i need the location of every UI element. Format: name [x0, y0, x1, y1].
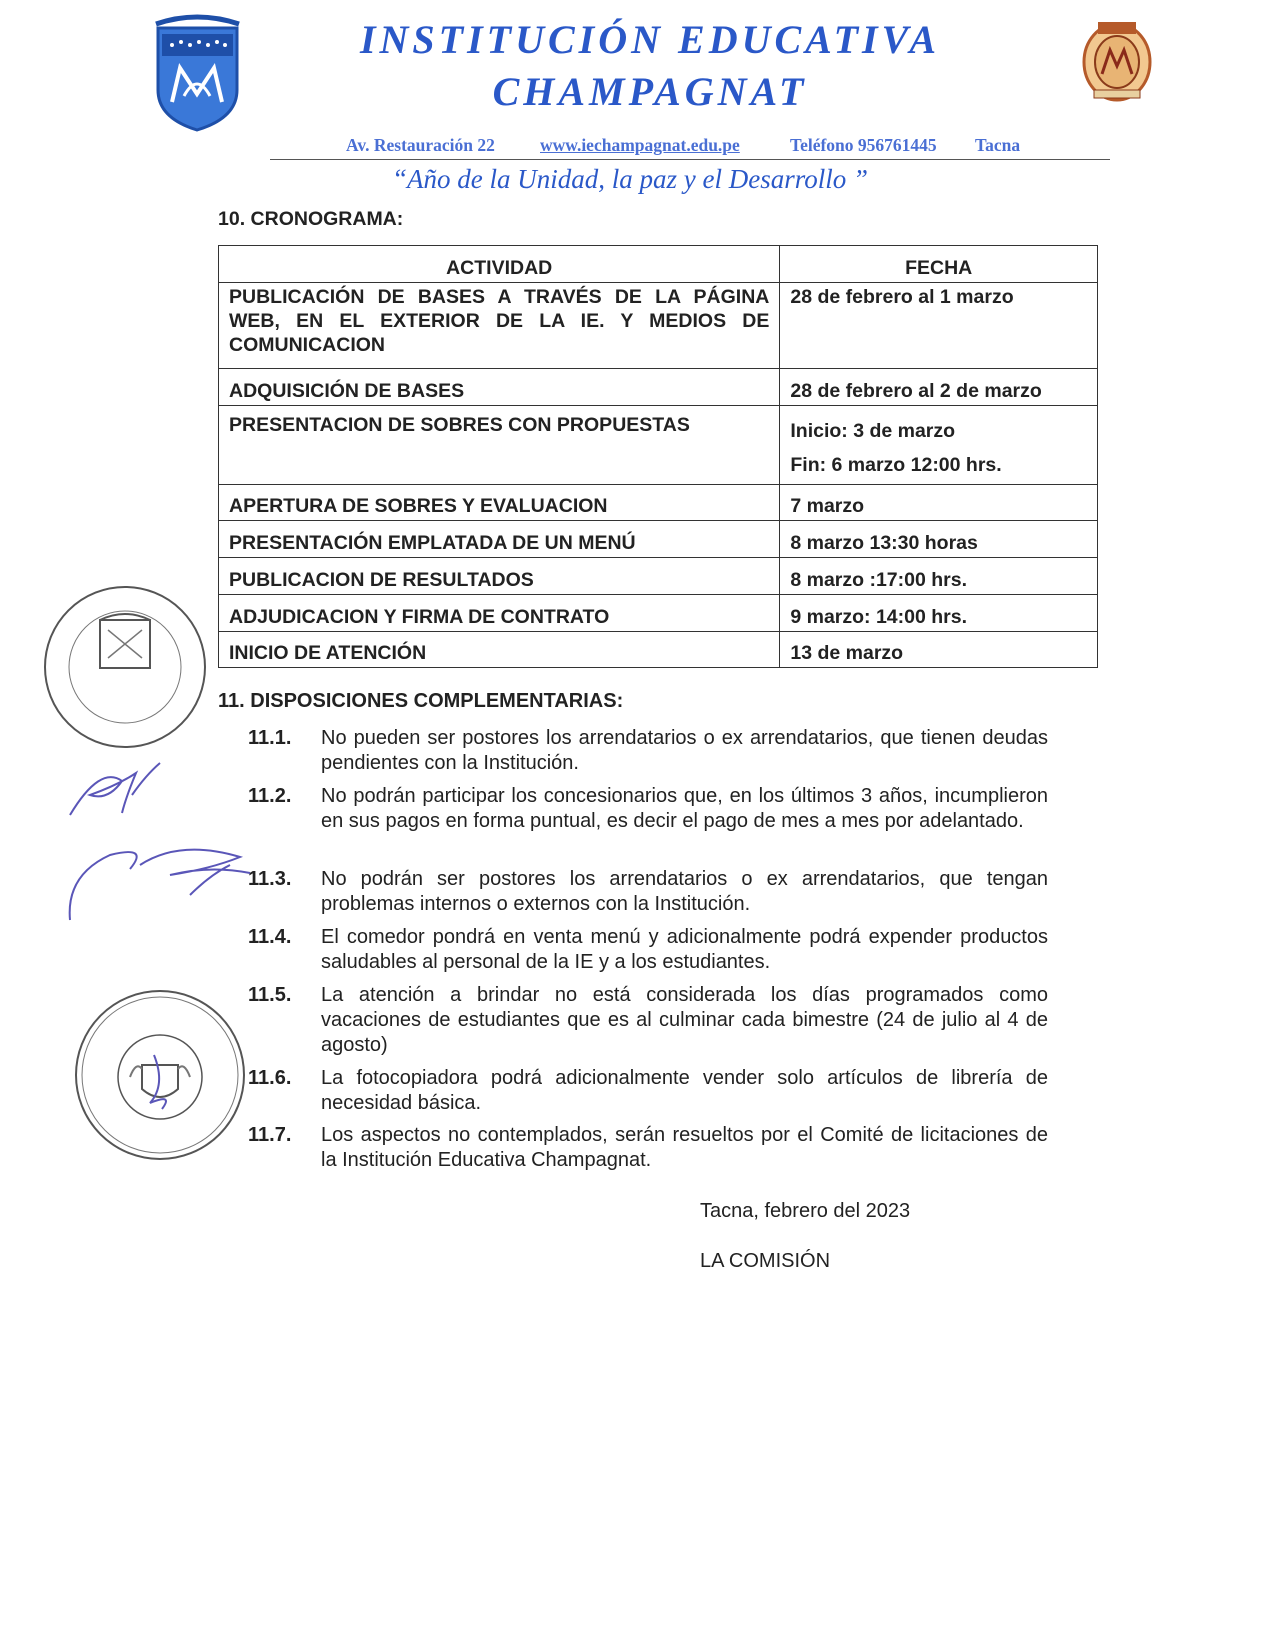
signature-1 — [60, 755, 170, 825]
address-text: Av. Restauración 22 — [346, 135, 495, 155]
item-number: 11.1. — [248, 727, 292, 749]
cronograma-table — [218, 245, 1098, 668]
item-text: La fotocopiadora podrá adicionalmente vender solo artículos de librería de necesidad básica. — [321, 1067, 1048, 1114]
school-shield-logo — [150, 14, 245, 132]
activity-cell: ADJUDICACION Y FIRMA DE CONTRATO — [219, 595, 780, 632]
table-header-row — [219, 246, 1098, 283]
table-row — [219, 369, 1098, 406]
date-cell: 8 marzo :17:00 hrs. — [780, 558, 1098, 595]
item-number: 11.2. — [248, 785, 292, 807]
activity-cell: PRESENTACIÓN EMPLATADA DE UN MENÚ — [219, 521, 780, 558]
date-column-header: FECHA — [780, 246, 1098, 283]
item-number: 11.3. — [248, 868, 292, 890]
table-row — [219, 632, 1098, 668]
table-row — [219, 595, 1098, 632]
item-text: La atención a brindar no está considerada los días programados como vacaciones de estudiantes que es al culminar cada bimestre (24 de julio al 4 de agosto) — [321, 984, 1048, 1056]
subdireccion-stamp — [38, 580, 213, 755]
item-text: Los aspectos no contemplados, serán resueltos por el Comité de licitaciones de la Institución Educativa Champagnat. — [321, 1124, 1048, 1171]
cronograma-heading: 10. CRONOGRAMA: — [218, 208, 404, 230]
date-cell: 8 marzo 13:30 horas — [780, 521, 1098, 558]
item-text: No podrán participar los concesionarios que, en los últimos 3 años, incumplieron en sus pagos en forma puntual, es decir el pago de mes a mes por adelantado. — [321, 785, 1048, 832]
date-cell: 7 marzo — [780, 485, 1098, 521]
activity-cell: ADQUISICIÓN DE BASES — [219, 369, 780, 406]
item-number: 11.4. — [248, 926, 292, 948]
date-start: Inicio: 3 de marzo — [790, 420, 956, 442]
item-number: 11.6. — [248, 1067, 292, 1089]
item-number: 11.5. — [248, 984, 292, 1006]
year-motto: “Año de la Unidad, la paz y el Desarrollo ” — [392, 164, 868, 194]
institution-title-line2: CHAMPAGNAT — [492, 69, 808, 114]
date-cell: 13 de marzo — [780, 632, 1098, 668]
activity-cell: APERTURA DE SOBRES Y EVALUACION — [219, 485, 780, 521]
table-row — [219, 283, 1098, 369]
item-number: 11.7. — [248, 1124, 292, 1146]
website-link[interactable]: www.iechampagnat.edu.pe — [540, 135, 740, 155]
signature-label: LA COMISIÓN — [700, 1250, 831, 1272]
item-text: No podrán ser postores los arrendatarios o ex arrendatarios, que tengan problemas internos o externos con la Institución. — [321, 868, 1048, 915]
date-cell — [780, 406, 1098, 485]
item-text: El comedor pondrá en venta menú y adicionalmente podrá expender productos saludables al personal de la IE y a los estudiantes. — [321, 926, 1048, 973]
signature-2 — [60, 835, 260, 925]
phone-text: Teléfono 956761445 — [790, 135, 937, 155]
institution-title-line1: INSTITUCIÓN EDUCATIVA — [359, 17, 941, 62]
disposiciones-heading: 11. DISPOSICIONES COMPLEMENTARIAS: — [218, 690, 624, 712]
date-cell: 9 marzo: 14:00 hrs. — [780, 595, 1098, 632]
date-end: Fin: 6 marzo 12:00 hrs. — [790, 454, 1002, 476]
date-cell: 28 de febrero al 1 marzo — [780, 283, 1098, 369]
table-row — [219, 558, 1098, 595]
activity-cell: PUBLICACIÓN DE BASES A TRAVÉS DE LA PÁGINA WEB, EN EL EXTERIOR DE LA IE. Y MEDIOS DE COMUNICACION — [219, 283, 780, 369]
table-row — [219, 521, 1098, 558]
table-row — [219, 485, 1098, 521]
city-text: Tacna — [975, 135, 1021, 155]
place-date: Tacna, febrero del 2023 — [700, 1200, 911, 1222]
contact-bar — [270, 133, 1110, 160]
table-row — [219, 406, 1098, 485]
activity-column-header: ACTIVIDAD — [219, 246, 780, 283]
activity-cell: PUBLICACION DE RESULTADOS — [219, 558, 780, 595]
item-text: No pueden ser postores los arrendatarios o ex arrendatarios, que tienen deudas pendientes con la Institución. — [321, 727, 1048, 774]
activity-cell: PRESENTACION DE SOBRES CON PROPUESTAS — [219, 406, 780, 485]
school-crest-logo — [1080, 16, 1155, 102]
date-cell: 28 de febrero al 2 de marzo — [780, 369, 1098, 406]
direccion-regional-stamp — [70, 985, 250, 1165]
activity-cell: INICIO DE ATENCIÓN — [219, 632, 780, 668]
